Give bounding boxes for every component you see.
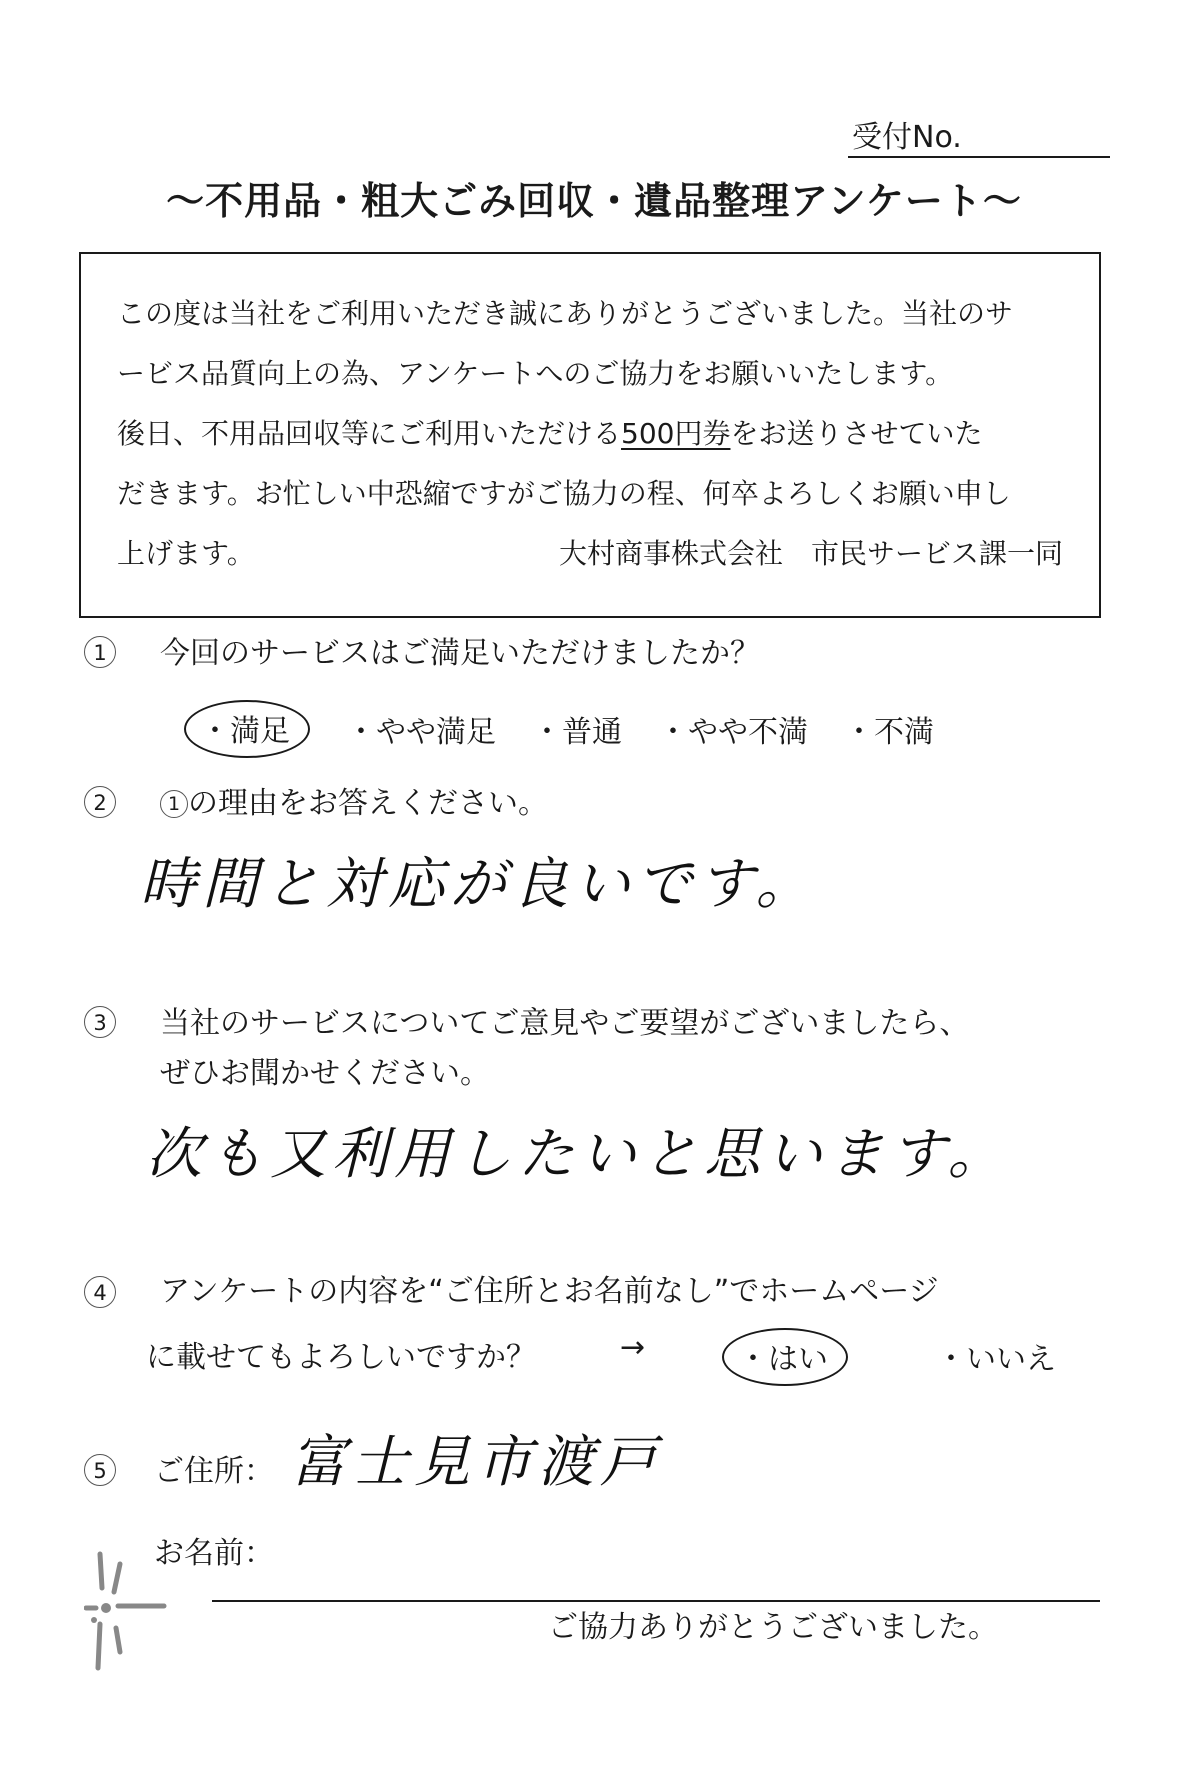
question-4-text-line-2: に載せてもよろしいですか？ <box>146 1340 536 1375</box>
question-2-number: 2 <box>84 786 116 818</box>
intro-line-3-start: 後日、不用品回収等にご利用いただける <box>117 417 622 450</box>
intro-line-3 <box>117 404 1063 464</box>
question-4-text-line-1: アンケートの内容を“ご住所とお名前なし”でホームページ <box>160 1274 939 1309</box>
question-1-options <box>184 700 934 758</box>
question-1-text: 今回のサービスはご満足いただけましたか？ <box>160 636 760 671</box>
company-signature: 大村商事株式会社 市民サービス課一同 <box>558 537 1063 570</box>
question-1-number: 1 <box>84 636 116 668</box>
receipt-number-line <box>848 156 1110 158</box>
intro-message-box <box>79 252 1101 618</box>
address-label: ご住所： <box>154 1454 274 1489</box>
question-4-number: 4 <box>84 1276 116 1308</box>
voucher-amount: 500円券 <box>621 417 731 450</box>
question-1-reference: 1 <box>160 790 188 818</box>
receipt-number-label: 受付No. <box>852 120 962 155</box>
intro-line-5 <box>117 524 1063 584</box>
name-label: お名前： <box>154 1536 274 1571</box>
intro-line-3-end: をお送りさせていた <box>730 417 983 450</box>
question-3-number: 3 <box>84 1006 116 1038</box>
option-yes[interactable]: ・はい <box>722 1328 848 1386</box>
question-2-text <box>160 778 548 822</box>
address-handwritten-value: 富士見市渡戸 <box>290 1430 662 1495</box>
option-somewhat-satisfied[interactable]: ・やや満足 <box>346 715 496 750</box>
option-no[interactable]: ・いいえ <box>936 1342 1056 1377</box>
survey-title: ～不用品・粗大ごみ回収・遺品整理アンケート～ <box>166 179 1022 223</box>
question-3-handwritten-answer: 次も又利用したいと思います。 <box>146 1122 1010 1187</box>
option-satisfied[interactable]: ・満足 <box>184 700 310 758</box>
question-3-text-line-2: ぜひお聞かせください。 <box>160 1056 490 1091</box>
option-dissatisfied[interactable]: ・不満 <box>844 715 934 750</box>
option-somewhat-dissatisfied[interactable]: ・やや不満 <box>658 715 808 750</box>
intro-closing: 上げます。 <box>117 537 255 570</box>
arrow-icon: → <box>620 1330 646 1365</box>
question-2-handwritten-answer: 時間と対応が良いです。 <box>140 852 818 917</box>
option-neutral[interactable]: ・普通 <box>532 715 622 750</box>
question-3-text-line-1: 当社のサービスについてご意見やご要望がございましたら、 <box>160 1006 970 1041</box>
intro-line-4: だきます。お忙しい中恐縮ですがご協力の程、何卒よろしくお願い申し <box>117 477 1011 510</box>
thank-you-message: ご協力ありがとうございました。 <box>548 1610 998 1645</box>
flower-decoration-icon <box>84 1548 170 1678</box>
intro-line-2: ービス品質向上の為、アンケートへのご協力をお願いいたします。 <box>117 357 954 390</box>
question-2-prompt: の理由をお答えください。 <box>188 786 548 821</box>
question-5-number: 5 <box>84 1454 116 1486</box>
intro-line-1: この度は当社をご利用いただき誠にありがとうございました。当社のサ <box>117 297 1014 330</box>
